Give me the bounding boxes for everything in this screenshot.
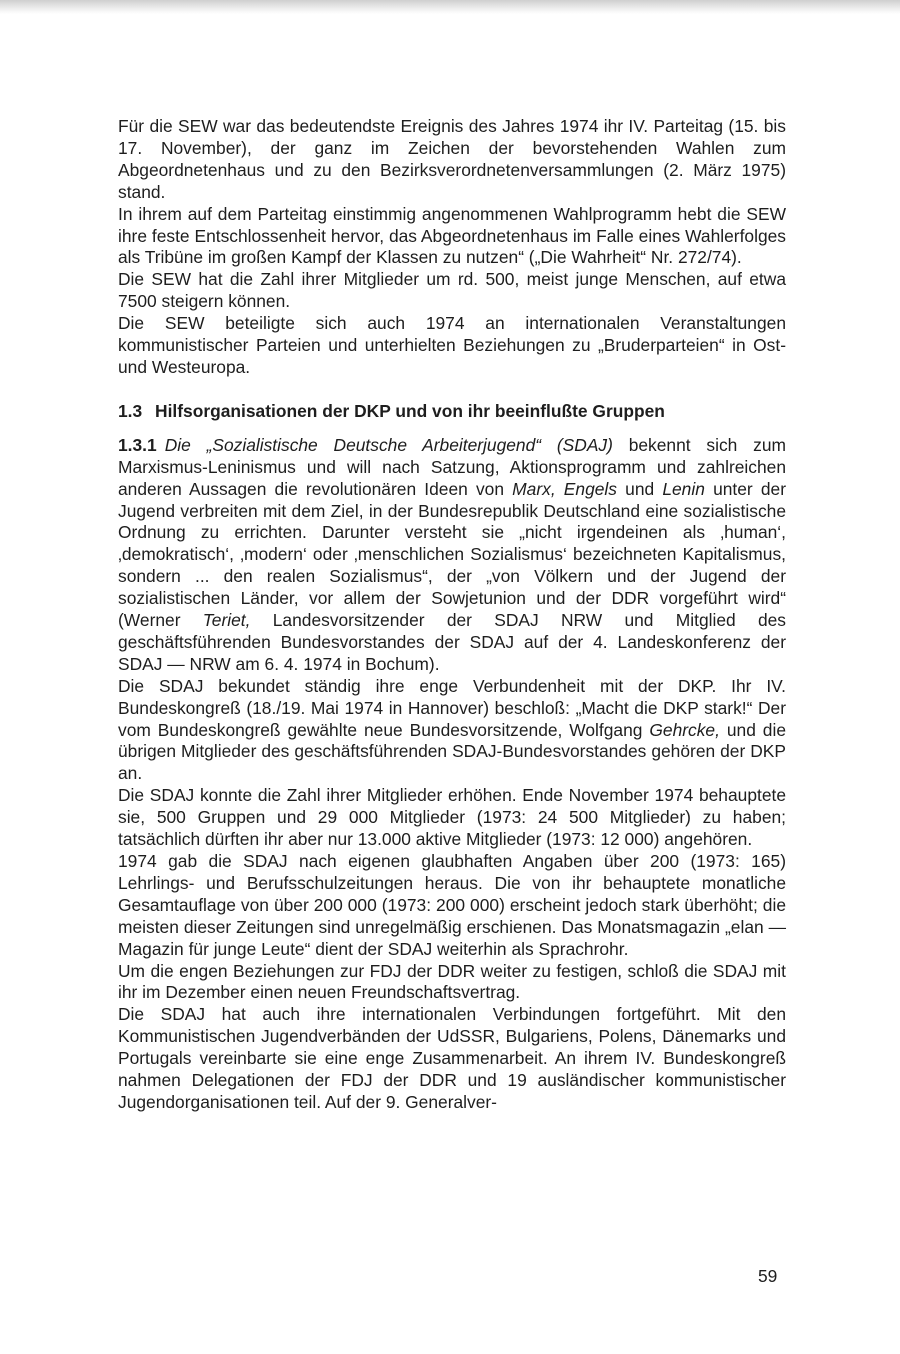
scan-edge-shadow <box>0 0 900 14</box>
paragraph-sdaj-intro <box>118 435 786 676</box>
name-marx-engels: Marx, Engels <box>512 478 617 499</box>
text-run: und die übrigen Mitglieder des geschäftsführenden SDAJ-Bundesvorstandes gehören der DKP an. <box>118 719 787 784</box>
paragraph-sdaj-zeitungen: 1974 gab die SDAJ nach eigenen glaubhaften Angaben über 200 (1973: 165) Lehrlings- und Berufsschulzeitungen heraus. Die von ihr behauptete monatliche Gesamtauflage von über 200 000 (1973: 200 000) erscheint jedoch stark überhöht; die meisten dieser Zeitungen sind unregelmäßig erschienen. Das Monatsmagazin „elan — Magazin für junge Leute“ dient der SDAJ weiterhin als Sprachrohr. <box>118 851 786 959</box>
text-run: und <box>617 478 663 499</box>
text-run: Landesvorsitzender der SDAJ NRW und Mitglied des geschäftsführenden Bundesvorstandes der SDAJ auf der 4. Landeskonferenz der SDAJ — NRW am 6. 4. 1974 in Bochum). <box>118 610 786 674</box>
section-title: Hilfsorganisationen der DKP und von ihr beeinflußte Gruppen <box>155 400 665 421</box>
text-run: Die SDAJ bekundet ständig ihre enge Verbundenheit mit der DKP. Ihr IV. Bundeskongreß (18./19. Mai 1974 in Hannover) beschloß: „Macht die DKP stark!“ Der vom Bundeskongreß gewählte neue Bundesvorsitzende, Wolfgang <box>118 675 786 740</box>
subsection-number: 1.3.1 <box>118 434 157 455</box>
name-gehrcke: Gehrcke, <box>649 719 720 740</box>
sdaj-name: Die „Sozialistische Deutsche Arbeiterjugend“ (SDAJ) <box>164 434 613 455</box>
name-teriet: Teriet, <box>202 610 251 631</box>
section-number: 1.3 <box>118 400 143 421</box>
section-heading <box>118 401 786 423</box>
page-body <box>118 116 786 1114</box>
text-run: bekennt sich zum Marxismus-Leninismus und will nach Satzung, Aktionsprogramm und zahlreichen anderen Aussagen die revolutionären Ideen von <box>118 434 786 499</box>
paragraph-sdaj-international: Die SDAJ hat auch ihre internationalen Verbindungen fortgeführt. Mit den Kommunistischen Jugendverbänden der UdSSR, Bulgariens, Polens, Dänemarks und Portugals vereinbarte sie eine enge Zusammenarbeit. An ihrem IV. Bundeskongreß nahmen Delegationen der FDJ der DDR und 19 ausländischer kommunistischer Jugendorganisationen teil. Auf der 9. Generalver- <box>118 1004 786 1112</box>
paragraph-sew-mitglieder: Die SEW hat die Zahl ihrer Mitglieder um rd. 500, meist junge Menschen, auf etwa 7500 steigern können. <box>118 269 786 312</box>
name-lenin: Lenin <box>662 478 705 499</box>
paragraph-sdaj-dkp <box>118 676 786 786</box>
paragraph-sdaj-fdj: Um die engen Beziehungen zur FDJ der DDR weiter zu festigen, schloß die SDAJ mit ihr im Dezember einen neuen Freundschaftsvertrag. <box>118 960 786 1003</box>
paragraph-sdaj-mitglieder: Die SDAJ konnte die Zahl ihrer Mitglieder erhöhen. Ende November 1974 behauptete sie, 500 Gruppen und 29 000 Mitglieder (1973: 24 500 Mitglieder) zu haben; tatsächlich dürften ihr aber nur 13.000 aktive Mitglieder (1973: 12 000) angehören. <box>118 785 786 850</box>
paragraph-sew-parteitag: Für die SEW war das bedeutendste Ereignis des Jahres 1974 ihr IV. Parteitag (15. bis 17. November), der ganz im Zeichen der bevorstehenden Wahlen zum Abgeordnetenhaus und zu den Bezirksverordnetenversammlungen (2. März 1975) stand. <box>118 116 786 202</box>
text-run: unter der Jugend verbreiten mit dem Ziel, in der Bundesrepublik Deutschland eine sozialistische Ordnung zu errichten. Darunter versteht sie „nicht irgendeinen als ‚human‘, ‚demokratisch‘, ‚modern‘ oder ‚menschlichen Sozialismus‘ bezeichneten Kapitalismus, sondern ... den realen Sozialismus“, der „von Völkern und der Jugend der sozialistischen Länder, vor allem der Sowjetunion und der DDR vorgeführt wird“ (Werner <box>118 478 787 631</box>
paragraph-sew-wahlprogramm: In ihrem auf dem Parteitag einstimmig angenommenen Wahlprogramm hebt die SEW ihre feste Entschlossenheit hervor, das Abgeordnetenhaus im Falle eines Wahlerfolges als Tribüne im großen Kampf der Klassen zu nutzen“ („Die Wahrheit“ Nr. 272/74). <box>118 203 786 268</box>
page-number: 59 <box>758 1266 778 1286</box>
paragraph-sew-international: Die SEW beteiligte sich auch 1974 an internationalen Veranstaltungen kommunistischer Parteien und unterhielten Beziehungen zu „Bruderparteien“ in Ost- und Westeuropa. <box>118 313 786 377</box>
